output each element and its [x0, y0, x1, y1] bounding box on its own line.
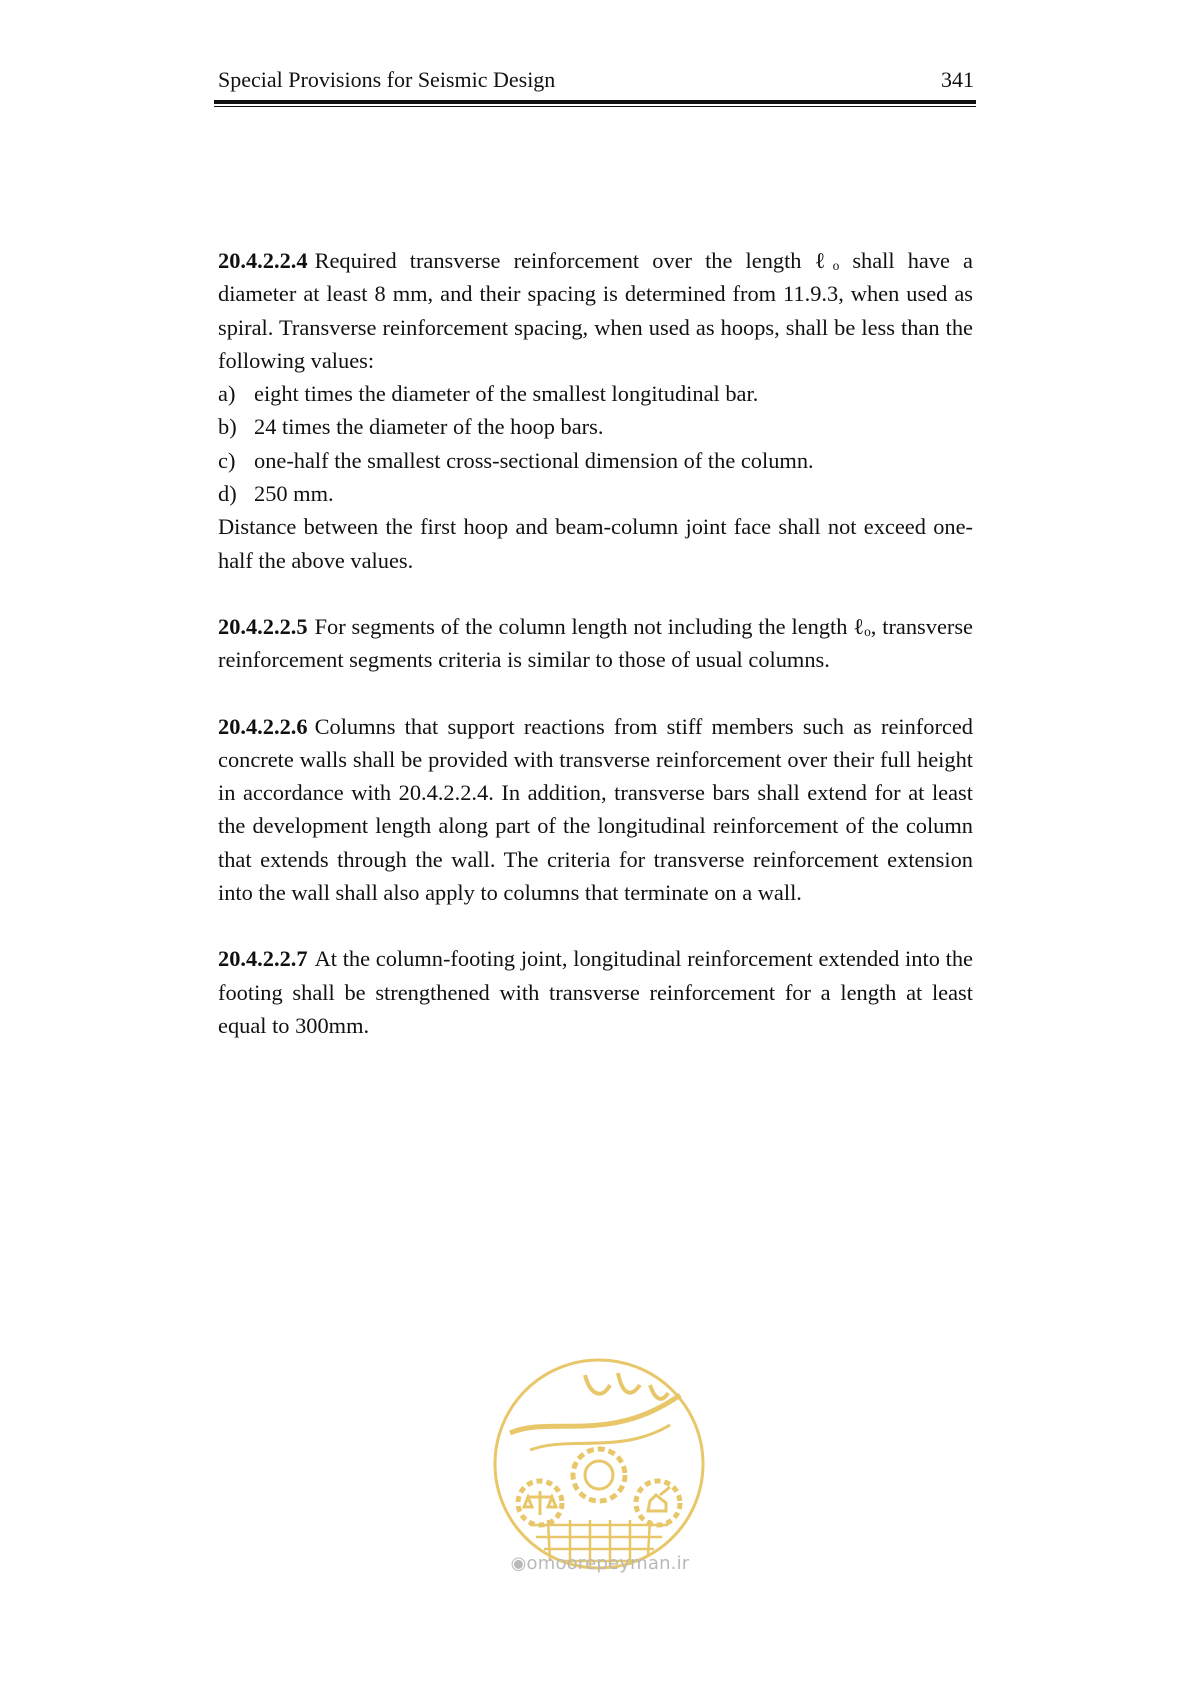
section-20-4-2-2-5 [218, 610, 973, 677]
page-number: 341 [941, 67, 974, 92]
list-item [218, 477, 973, 510]
section-number: 20.4.2.2.7 [218, 946, 308, 972]
list-item-text: 24 times the diameter of the hoop bars. [254, 414, 604, 440]
section-paragraph [218, 244, 973, 377]
section-text: For segments of the column length not including the length ℓₒ, transverse reinforcement segments criteria is similar to those of usual columns. [218, 613, 973, 673]
list-item [218, 444, 973, 477]
section-20-4-2-2-4 [218, 244, 973, 577]
section-number: 20.4.2.2.4 [218, 248, 308, 273]
section-text: Columns that support reactions from stiff members such as reinforced concrete walls shall be provided with transverse reinforcement over their full height in accordance with 20.4.2.2.4. In addition, transverse bars shall extend for at least the development length along part of the longitudinal reinforcement of the column that extends through the wall. The criteria for transverse reinforcement extension into the wall shall also apply to columns that terminate on a wall. [218, 713, 973, 906]
header-title: Special Provisions for Seismic Design [218, 67, 556, 92]
list-item-text: 250 mm. [254, 481, 334, 507]
list-marker: d) [218, 481, 237, 507]
list-marker: c) [218, 447, 236, 473]
globe-icon: ◉ [510, 1553, 527, 1574]
section-paragraph [218, 610, 973, 677]
watermark-logo [490, 1355, 708, 1573]
list-item [218, 377, 973, 410]
list-marker: b) [218, 414, 237, 440]
watermark-url [500, 1553, 700, 1574]
spacing-limits-list [218, 377, 973, 510]
section-20-4-2-2-6 [218, 710, 973, 910]
header-rule-thick [214, 100, 976, 104]
watermark-url-text: omoorepeyman.ir [526, 1553, 690, 1574]
section-closing-text: Distance between the first hoop and beam-column joint face shall not exceed one-half the above values. [218, 514, 973, 573]
section-20-4-2-2-7 [218, 942, 973, 1042]
section-paragraph [218, 710, 973, 910]
body-text [218, 244, 973, 1075]
running-header [218, 64, 974, 96]
list-item-text: eight times the diameter of the smallest longitudinal bar. [254, 381, 759, 407]
section-text: At the column-footing joint, longitudinal reinforcement extended into the footing shall be strengthened with transverse reinforcement for a length at least equal to 300mm. [218, 946, 973, 1038]
section-number: 20.4.2.2.6 [218, 713, 308, 739]
section-paragraph [218, 942, 973, 1042]
list-marker: a) [218, 381, 236, 407]
section-text: Required transverse reinforcement over the length ℓₒ shall have a diameter at least 8 mm, and their spacing is determined from 11.9.3, when used as spiral. Transverse reinforcement spacing, when used as hoops, shall be less than the following values: [218, 248, 973, 373]
section-number: 20.4.2.2.5 [218, 613, 308, 639]
header-rule-thin [214, 106, 976, 107]
list-item [218, 410, 973, 443]
list-item-text: one-half the smallest cross-sectional dimension of the column. [254, 447, 814, 473]
